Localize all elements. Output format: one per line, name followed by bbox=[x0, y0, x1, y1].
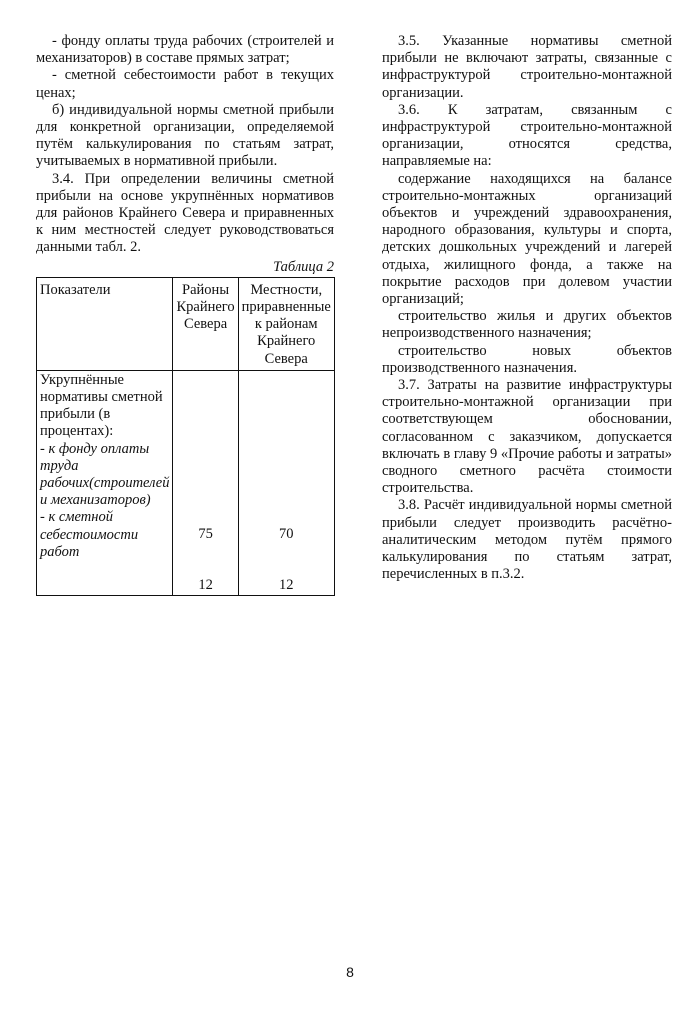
paragraph-3-5: 3.5. Указанные нормативы сметной прибыли не включают затраты, связанные с инфраструктурой строительно-монтажной организации. bbox=[382, 33, 672, 101]
right-column bbox=[382, 33, 672, 584]
paragraph-new-objects: строительство новых объектов производственного назначения. bbox=[382, 342, 672, 376]
profit-norms-table bbox=[36, 277, 335, 596]
far-north-values bbox=[173, 370, 238, 595]
row2-value-equivalent: 12 bbox=[278, 577, 294, 594]
paragraph-3-6: 3.6. К затратам, связанным с инфраструктурой строительно-монтажной организации, относятся средства, направляемые на: bbox=[382, 101, 672, 170]
left-column bbox=[36, 33, 334, 596]
paragraph-maintenance: содержание находящихся на балансе строительно-монтажных организаций объектов и учреждений здравоохранения, народного образования, культуры и спорта, детских дошкольных учреждений и лагерей отдыха, жилищного фонда, а также на покрытие расходов при долевом участии организаций; bbox=[382, 170, 672, 308]
paragraph-payroll: - фонду оплаты труда рабочих (строителей и механизаторов) в составе прямых затрат; bbox=[36, 33, 334, 67]
paragraph-3-7: 3.7. Затраты на развитие инфраструктуры строительно-монтажной организации при соответствующем обосновании, согласованном с заказчиком, допускается включать в главу 9 «Прочие работы и затраты» сводного сметного расчёта стоимости строительства. bbox=[382, 377, 672, 497]
table-row bbox=[37, 370, 335, 595]
table-header-row bbox=[37, 277, 335, 370]
row1-value-equivalent: 70 bbox=[278, 525, 294, 542]
row2-label: - к сметной себестоимости работ bbox=[40, 509, 139, 560]
row-label bbox=[37, 370, 173, 595]
page-number: 8 bbox=[346, 964, 354, 980]
header-equivalent-areas: Местности, приравненные к районам Крайнего Севера bbox=[238, 277, 334, 370]
row1-label: - к фонду оплаты труда рабочих(строителей и механизаторов) bbox=[40, 440, 170, 509]
header-far-north: Районы Крайнего Севера bbox=[173, 277, 238, 370]
paragraph-housing: строительство жилья и других объектов непроизводственного назначения; bbox=[382, 308, 672, 342]
paragraph-3-8: 3.8. Расчёт индивидуальной нормы сметной прибыли следует производить расчётно-аналитическим методом путём прямого калькулирования по статьям затрат, перечисленных в п.3.2. bbox=[382, 497, 672, 583]
row-title: Укрупнённые нормативы сметной прибыли (в процентах): bbox=[40, 371, 163, 440]
table-caption: Таблица 2 bbox=[273, 258, 334, 275]
paragraph-3-4: 3.4. При определении величины сметной прибыли на основе укрупнённых нормативов для районов Крайнего Севера и приравненных к ним местностей следует руководствоваться данными табл. 2. bbox=[36, 170, 334, 256]
header-indicators: Показатели bbox=[37, 277, 173, 370]
paragraph-individual-norm: б) индивидуальной нормы сметной прибыли для конкретной организации, определяемой путём калькулирования по статьям затрат, учитываемых в нормативной прибыли. bbox=[36, 101, 334, 170]
row1-value-far-north: 75 bbox=[198, 525, 213, 542]
equivalent-values bbox=[238, 370, 334, 595]
row2-value-far-north: 12 bbox=[198, 577, 213, 594]
paragraph-cost: - сметной себестоимости работ в текущих ценах; bbox=[36, 67, 334, 101]
